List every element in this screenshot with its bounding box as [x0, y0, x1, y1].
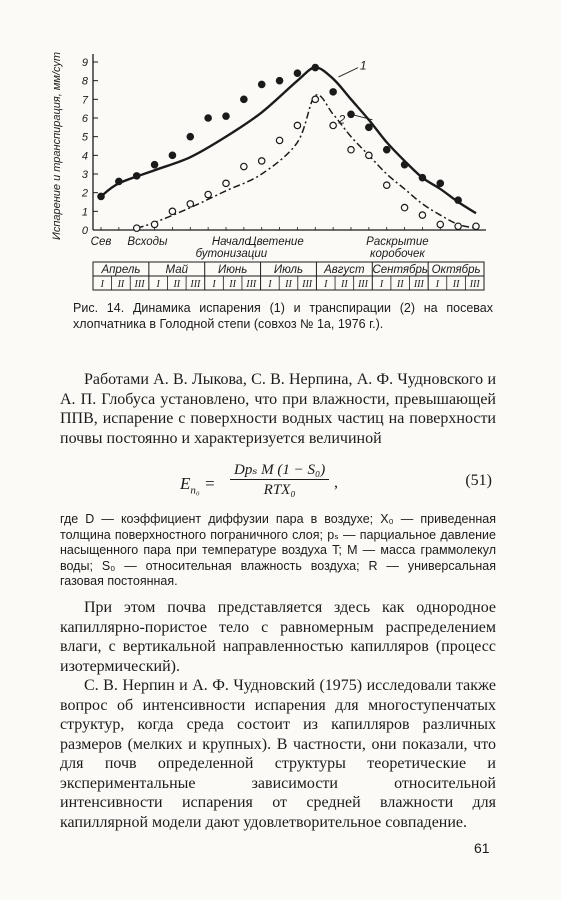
series-1-point [151, 161, 157, 167]
figure-caption: Рис. 14. Динамика испарения (1) и транспирации (2) на посевах хлопчатника в Голодной степи (совхоз № 1а, 1976 г.). [73, 301, 493, 331]
month-label: Октябрь [431, 264, 481, 276]
paragraph-multistage-text: С. В. Нерпин и А. Ф. Чудновский (1975) исследовали также вопрос об интенсивности испарения для многоступенчатых структур, когда среда состоит из капилляров различных размеров (мелких и крупных). В частности, они показали, что для почв определенной структуры теоретические и экспериментальные зависимости относительной интенсивности испарения от средней влажности для капиллярной модели дают удовлетворительное совпадение. [60, 677, 496, 831]
series-1-point [241, 96, 247, 102]
series-2-line [137, 95, 476, 228]
stage-label: бутонизации [195, 248, 268, 260]
y-tick-label: 5 [81, 131, 88, 144]
series-2-point [205, 191, 211, 197]
month-label: Май [165, 264, 189, 276]
series-2-point [348, 147, 354, 153]
y-tick-label: 4 [81, 150, 88, 163]
decade-label: II [229, 279, 236, 290]
y-tick-label: 9 [81, 57, 88, 69]
formula-comma: , [334, 474, 338, 491]
series-2-point [259, 158, 265, 164]
series-2-point [366, 152, 372, 158]
decade-label: I [379, 279, 384, 290]
formula-lhs [180, 474, 215, 496]
stage-label: Цветение [248, 236, 304, 248]
stage-label: Сев [90, 236, 112, 248]
decade-label: I [212, 279, 216, 290]
decade-label: III [357, 279, 368, 290]
series-1-point [276, 77, 282, 83]
series-2-point [473, 223, 479, 229]
paragraph-model-text: При этом почва представляется здесь как однородное капиллярно-пористое тело с равномерным распределением влаги, с вертикальной направленностью капилляров (процесс изотермический). [60, 599, 496, 675]
decade-label: III [134, 279, 145, 290]
series-2-leader [351, 114, 372, 120]
month-label: Август [324, 264, 365, 276]
paragraph-multistage [60, 676, 496, 832]
equation-number: (51) [465, 472, 492, 489]
y-tick-label: 7 [81, 94, 88, 107]
series-2-point [419, 212, 425, 218]
series-2-point [312, 96, 318, 102]
decade-label: II [285, 279, 292, 290]
evaporation-chart [0, 0, 561, 300]
series-1-point [116, 178, 122, 184]
y-tick-label: 0 [81, 225, 88, 237]
y-tick-label: 6 [81, 113, 88, 125]
formula-lhs-sub: n₀ [190, 484, 200, 497]
series-1-point [223, 113, 229, 119]
series-2-point [384, 182, 390, 188]
series-2-point [134, 225, 140, 231]
decade-label: III [246, 279, 257, 290]
series-1-point [401, 161, 407, 167]
page-number: 61 [474, 840, 490, 856]
series-1-point [366, 124, 372, 130]
series-1-point [187, 133, 193, 139]
formula-denominator: RTX₀ [263, 482, 296, 498]
series-1-line [101, 68, 476, 214]
series-1-point [384, 147, 390, 153]
decade-label: II [117, 279, 125, 290]
series-2-point [187, 201, 193, 207]
decade-label: I [435, 279, 440, 290]
decade-label: III [302, 279, 313, 290]
month-label: Июнь [218, 264, 248, 276]
series-1-leader [339, 68, 359, 77]
decade-label: III [413, 279, 424, 290]
formula-lhs-letter: E [180, 474, 191, 493]
decade-label: II [173, 279, 181, 290]
y-tick-label: 3 [81, 169, 88, 181]
series-1-point [455, 197, 461, 203]
series-2-point [294, 122, 300, 128]
decade-label: I [100, 279, 104, 290]
stage-label: Раскрытие [366, 236, 429, 248]
series-1-point [294, 70, 300, 76]
stage-label: коробочек [370, 248, 425, 260]
series-2-label: 2 [338, 112, 346, 127]
series-1-point [312, 64, 318, 70]
y-axis-label: Испарение и транспирация, мм/сут [51, 51, 63, 241]
series-2-point [455, 223, 461, 229]
month-label: Апрель [101, 264, 141, 276]
series-1-point [259, 81, 265, 87]
formula-fraction [230, 460, 329, 499]
paragraph-model [60, 598, 496, 676]
decade-label: I [268, 279, 272, 290]
month-label: Июль [273, 264, 304, 276]
stage-label: Начало [211, 236, 251, 248]
series-1-point [169, 152, 175, 158]
y-tick-label: 8 [81, 75, 88, 88]
footnote-definitions: где D — коэффициент диффузии пара в воздухе; X₀ — приведенная толщина поверхностного пограничного слоя; pₛ — парциальное давление насыщенного пара при температуре воздуха T; M — масса граммолекул воды; S₀ — относительная влажность воздуха; R — универсальная газовая постоянная. [60, 512, 496, 588]
decade-label: II [396, 279, 404, 290]
series-1-point [330, 89, 336, 95]
series-2-point [223, 180, 229, 186]
decade-label: I [324, 279, 328, 290]
paragraph-intro-text: Работами А. В. Лыкова, С. В. Нерпина, А. Ф. Чудновского и А. П. Глобуса установлено, что при влажности, превышающей ППВ, испарение с поверхности водных частиц на поверхности почвы постоянно и характеризуется величиной [60, 371, 496, 447]
y-tick-label: 1 [81, 206, 88, 219]
formula-numerator: Dpₛ M (1 − S₀) [230, 460, 329, 480]
series-1-point [134, 173, 140, 179]
series-1-label: 1 [359, 58, 367, 73]
series-2-point [169, 208, 175, 214]
formula-equals: = [203, 474, 216, 493]
decade-label: I [156, 279, 160, 290]
paragraph-intro [60, 370, 496, 448]
series-1-point [205, 115, 211, 121]
formula-51 [60, 460, 496, 506]
series-1-point [98, 193, 104, 199]
series-2-point [151, 221, 157, 227]
series-2-point [437, 221, 443, 227]
decade-label: III [469, 279, 480, 290]
series-2-point [401, 204, 407, 210]
series-1-point [437, 180, 443, 186]
stage-label: Всходы [127, 236, 168, 248]
series-2-point [276, 137, 282, 143]
decade-label: III [190, 279, 201, 290]
decade-label: II [452, 279, 460, 290]
decade-label: II [341, 279, 348, 290]
y-tick-label: 2 [81, 187, 88, 200]
series-2-point [330, 122, 336, 128]
series-2-point [241, 163, 247, 169]
series-1-point [419, 175, 425, 181]
month-label: Сентябрь [372, 264, 428, 276]
